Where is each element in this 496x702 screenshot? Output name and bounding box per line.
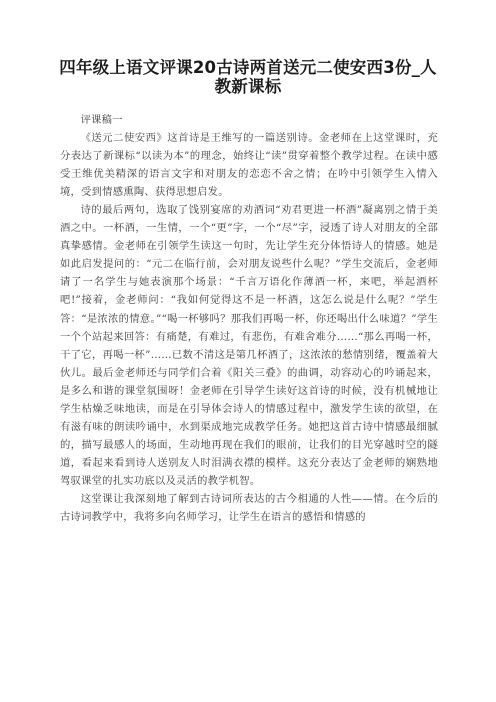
document-body (60, 111, 438, 526)
paragraph-2: 诗的最后两句，选取了饯别宴席的劝酒词“劝君更进一杯酒”凝离别之情于美酒之中。一杯酒，一生情，一个“更”字，一个“尽”字，浸透了诗人对朋友的全部真挚感情。金老师在引领学生读这一句时，先让学生充分体悟诗人的情感。她是如此启发提问的：“元二在临行前，会对朋友说些什么呢？”学生交流后，金老师请了一名学生与她表演那个场景：“千言万语化作薄酒一杯，来吧，举起酒杯吧!”接着，金老师问：“我如何觉得这不是一杯酒，这怎么说是什么呢？”学生答：“是浓浓的情意。”“喝一杯够吗？那我们再喝一杯，你还喝出什么味道？”学生一个个站起来回答：有痛楚，有难过，有悲伤，有难舍难分……“那么再喝一杯，干了它，再喝一杯”……已数不清这是第几杯酒了，这浓浓的愁情别绪，覆盖着大伙儿。最后金老师还与同学们合着《阳关三叠》的曲调，动容动心的吟诵起来，是多么和谐的课堂氛围呀！金老师在引导学生读好这首诗的时候，没有机械地让学生枯燥乏味地读，而是在引导体会诗人的情感过程中，激发学生读的欲望，在有滋有味的朗读吟诵中，水到渠成地完成教学任务。她把这首古诗中情感最细腻的，描写最感人的场面，生动地再现在我们的眼前，让我们的目光穿越时空的隧道，看起来看到诗人送别友人时泪满衣襟的模样。这充分表达了金老师的娴熟地驾驭课堂的扎实功底以及灵活的教学机智。 (60, 204, 438, 487)
document-title: 四年级上语文评课20古诗两首送元二使安西3份_人教新课标 (59, 58, 437, 96)
section-label: 评课稿一 (80, 114, 123, 126)
paragraph-1: 《送元二使安西》这首诗是王维写的一篇送别诗。金老师在上这堂课时，充分表达了新课标“以读为本”的理念，始终让“读”贯穿着整个教学过程。在读中感受王维优美精深的语言文字和对朋友的恋恋不舍之情；在吟中引领学生入情入境，受到情感熏陶、获得思想启发。 (60, 132, 438, 199)
paragraph-3: 这堂课让我深刻地了解到古诗词所表达的古今相通的人性——情。在今后的古诗词教学中，我将多向名师学习，让学生在语言的感悟和情感的 (60, 492, 438, 524)
